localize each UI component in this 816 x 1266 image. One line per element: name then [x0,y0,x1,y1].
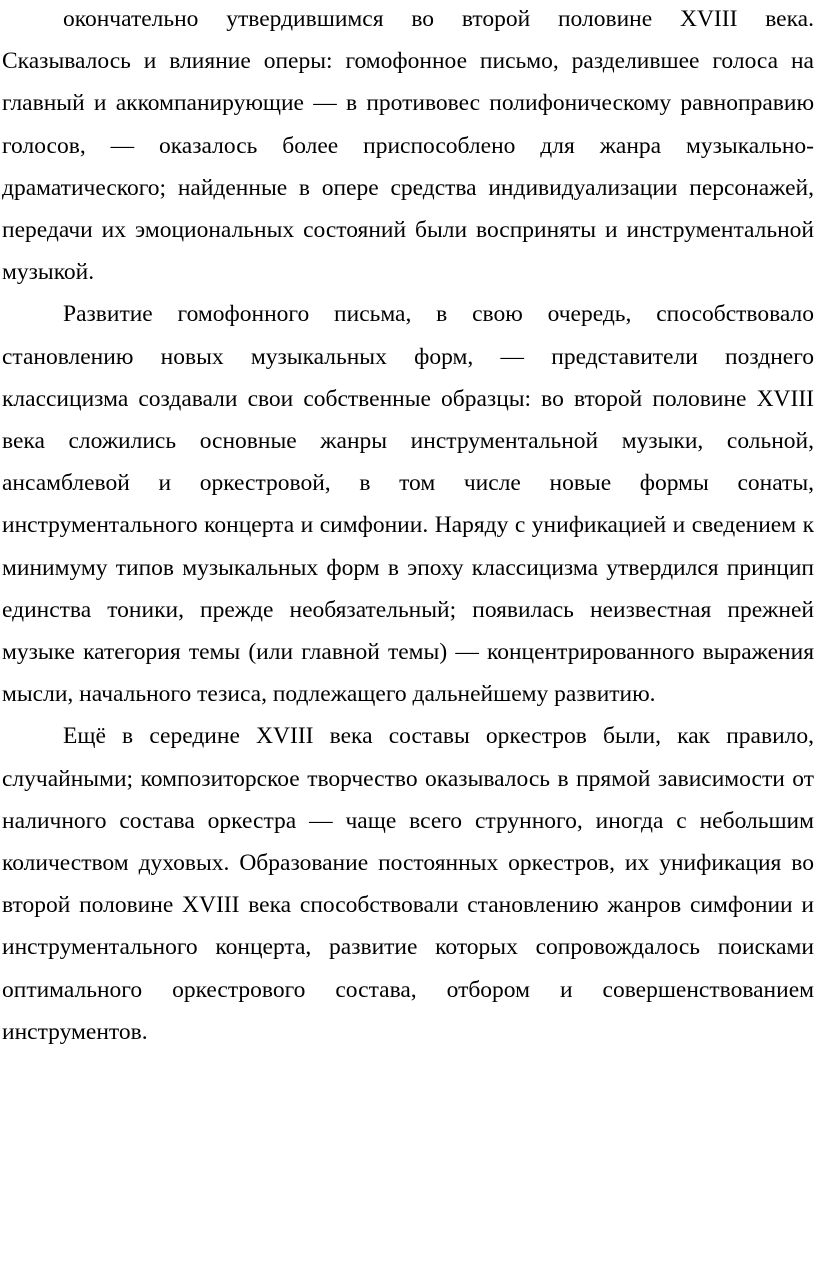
paragraph-homophony: Развитие гомофонного письма, в свою очередь, способствовало становлению новых музыкальных форм, — представители позднего классицизма создавали свои собственные образцы: во второй половине XVIII века сложились основные жанры инструментальной музыки, сольной, ансамблевой и оркестровой, в том числе новые формы сонаты, инструментального концерта и симфонии. Наряду с унификацией и сведением к минимуму типов музыкальных форм в эпоху классицизма утвердился принцип единства тоники, прежде необязательный; появилась неизвестная прежней музыке категория темы (или главной темы) — концентрированного выражения мысли, начального тезиса, подлежащего дальнейшему развитию. [2,301,814,708]
paragraph-orchestras: Ещё в середине XVIII века составы оркестров были, как правило, случайными; композиторское творчество оказывалось в прямой зависимости от наличного состава оркестра — чаще всего струнного, иногда с небольшим количеством духовых. Образование постоянных оркестров, их унификация во второй половине XVIII века способствовали становлению жанров симфонии и инструментального концерта, развитие которых сопровождалось поисками оптимального оркестрового состава, отбором и совершенствованием инструментов. [2,723,814,1045]
paragraph-continuation: окончательно утвердившимся во второй половине XVIII века. Сказывалось и влияние оперы: гомофонное письмо, разделившее голоса на главный и аккомпанирующие — в противовес полифоническому равноправию голосов, — оказалось более приспособлено для жанра музыкально-драматического; найденные в опере средства индивидуализации персонажей, передачи их эмоциональных состояний были восприняты и инструментальной музыкой. [2,6,814,286]
